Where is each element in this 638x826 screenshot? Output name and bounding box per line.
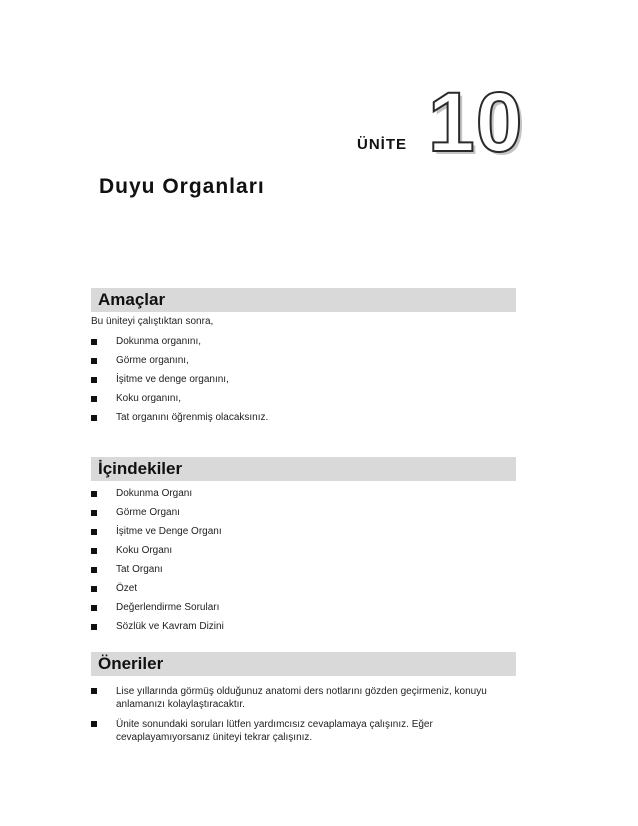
list-item: Koku Organı	[91, 545, 521, 564]
bullet-square-icon	[91, 377, 97, 383]
list-item: Dokunma organını,	[91, 336, 521, 355]
bullet-square-icon	[91, 624, 97, 630]
page-title: Duyu Organları	[99, 175, 265, 198]
oneriler-heading-bar	[91, 652, 516, 676]
bullet-square-icon	[91, 491, 97, 497]
icindekiler-heading-bar	[91, 457, 516, 481]
list-item: Görme organını,	[91, 355, 521, 374]
amaclar-intro: Bu üniteyi çalıştıktan sonra,	[91, 316, 214, 327]
list-item: Görme Organı	[91, 507, 521, 526]
bullet-square-icon	[91, 339, 97, 345]
bullet-square-icon	[91, 510, 97, 516]
unit-label: ÜNİTE	[357, 136, 407, 153]
list-item: İşitme ve denge organını,	[91, 374, 521, 393]
list-item: Ünite sonundaki soruları lütfen yardımcısız cevaplamaya çalışınız. Eğer cevaplayamıyorsanız üniteyi tekrar çalışınız.	[91, 718, 511, 744]
bullet-square-icon	[91, 605, 97, 611]
amaclar-list	[91, 336, 521, 431]
bullet-square-icon	[91, 415, 97, 421]
list-item: Lise yıllarında görmüş olduğunuz anatomi ders notlarını gözden geçirmeniz, konuyu anlamanızı kolaylaştıracaktır.	[91, 685, 511, 711]
oneriler-heading: Öneriler	[98, 654, 164, 673]
list-item: Değerlendirme Soruları	[91, 602, 521, 621]
bullet-square-icon	[91, 358, 97, 364]
list-item: Tat organını öğrenmiş olacaksınız.	[91, 412, 521, 431]
bullet-square-icon	[91, 529, 97, 535]
list-item: Dokunma Organı	[91, 488, 521, 507]
list-item: Sözlük ve Kavram Dizini	[91, 621, 521, 640]
list-item: İşitme ve Denge Organı	[91, 526, 521, 545]
list-item: Koku organını,	[91, 393, 521, 412]
amaclar-heading: Amaçlar	[98, 290, 166, 309]
icindekiler-list	[91, 488, 521, 640]
icindekiler-heading: İçindekiler	[98, 459, 183, 478]
amaclar-heading-bar	[91, 288, 516, 312]
list-item: Özet	[91, 583, 521, 602]
bullet-square-icon	[91, 567, 97, 573]
bullet-square-icon	[91, 396, 97, 402]
bullet-square-icon	[91, 548, 97, 554]
bullet-square-icon	[91, 688, 97, 694]
bullet-square-icon	[91, 586, 97, 592]
oneriler-list	[91, 685, 511, 751]
list-item: Tat Organı	[91, 564, 521, 583]
unit-number: 10	[428, 75, 524, 169]
bullet-square-icon	[91, 721, 97, 727]
